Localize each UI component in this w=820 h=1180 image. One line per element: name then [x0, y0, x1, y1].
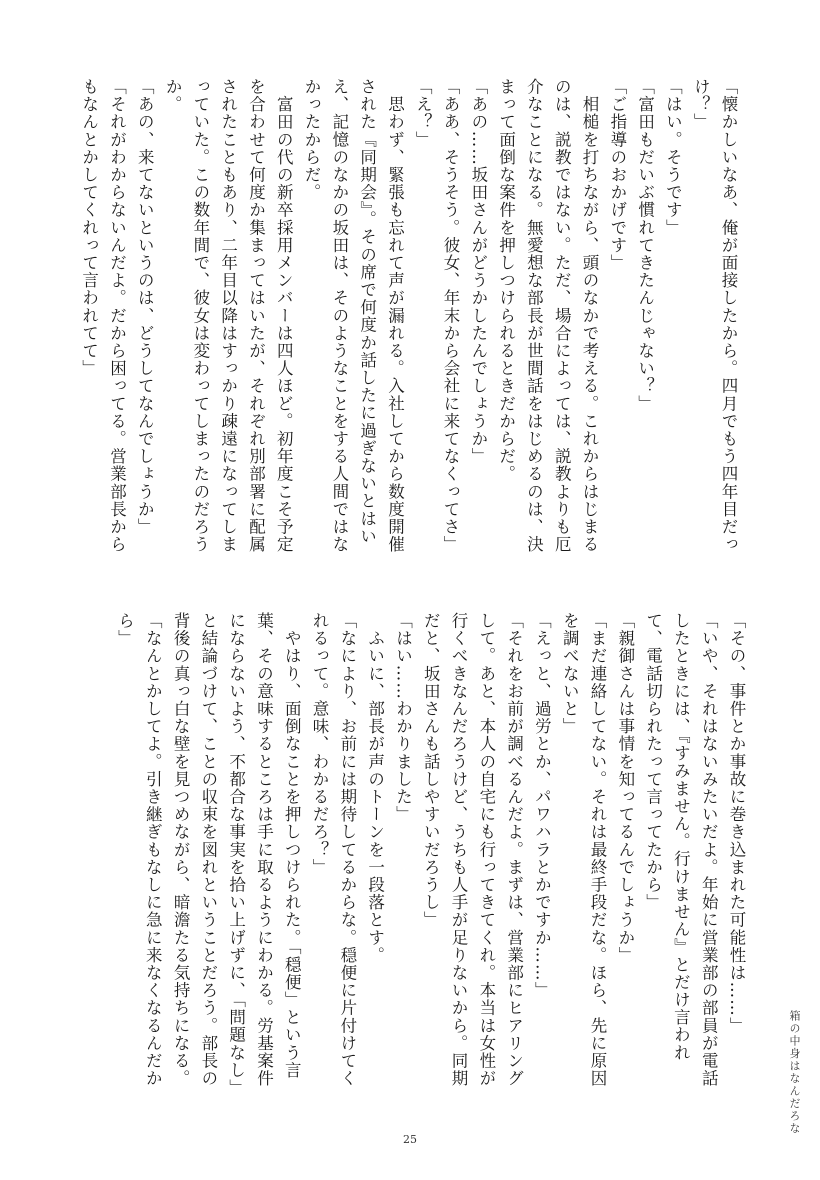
text-line: 「その、事件とか事故に巻き込まれた可能性は……」 — [727, 612, 746, 1035]
text-line: もなんとかしてくれって言われてて」 — [79, 78, 99, 378]
text-line: え、記憶のなかの坂田は、そのようなことをする人間ではな — [329, 78, 349, 554]
text-line: 葉、その意味するところは手に取るようにわかる。労基案件 — [254, 612, 274, 1088]
text-line: 「あの、来てないというのは、どうしてなんでしょうか」 — [135, 78, 155, 536]
text-line: 「ああ、そうそう。彼女、年末から会社に来てなくってさ」 — [441, 78, 461, 554]
text-line: にならないよう、不都合な事実を拾い上げずに、「問題なし」 — [226, 612, 246, 1097]
text-line: 思わず、緊張も忘れて声が漏れる。入社してから数度開催 — [385, 78, 405, 554]
text-line: 「はい。そうです」 — [663, 78, 683, 237]
text-line: のは、説教ではない。ただ、場合によっては、説教よりも厄 — [552, 78, 572, 554]
text-line: まって面倒な案件を押しつけられるときだからだ。 — [496, 78, 516, 483]
text-line: っていた。この数年間で、彼女は変わってしまったのだろう — [190, 78, 210, 554]
text-line: 「あの……坂田さんがどうかしたんでしょうか」 — [468, 78, 488, 466]
text-line: て、電話切られたって言ってたから」 — [643, 612, 663, 912]
text-line: して。あと、本人の自宅にも行ってきてくれ。本当は女性が — [476, 612, 496, 1088]
text-line: を合わせて何度か集まってはいたが、それぞれ別部署に配属 — [246, 78, 266, 554]
text-line: 「懐かしいなあ、俺が面接したから。四月でもう四年目だっ — [719, 78, 738, 554]
text-line: 富田の代の新卒採用メンバーは四人ほど。初年度こそ予定 — [274, 78, 294, 554]
text-line: か。 — [163, 78, 183, 114]
text-line: された『同期会』。その席で何度か話したに過ぎないとはい — [357, 78, 377, 545]
text-line: 「はい……わかりました」 — [393, 612, 413, 824]
text-line: 「え？」 — [413, 78, 433, 149]
text-line: 「それをお前が調べるんだよ。まずは、営業部にヒアリング — [504, 612, 524, 1088]
text-line: ら」 — [115, 612, 135, 648]
text-line: 「親御さんは事情を知ってるんでしょうか」 — [615, 612, 635, 964]
text-line: 「なんとかしてよ。引き継ぎもなしに急に来なくなるんだか — [143, 612, 163, 1088]
text-line: と結論づけて、ことの収束を図れということだろう。部長の — [198, 612, 218, 1088]
text-line: れるって。意味、わかるだろ？」 — [310, 612, 330, 876]
running-title: 箱の中身はなんだろな — [788, 1010, 801, 1135]
text-line: 「それがわからないんだよ。だから困ってる。営業部長から — [107, 78, 127, 554]
text-line: 「いや、それはないみたいだよ。年始に営業部の部員が電話 — [699, 612, 719, 1088]
text-line: 介なことになる。無愛想な部長が世間話をはじめるのは、決 — [524, 78, 544, 554]
page-number: 25 — [403, 1133, 417, 1146]
bottom-text-block — [111, 612, 750, 1097]
top-text-block — [75, 78, 742, 553]
text-line: かったからだ。 — [302, 78, 322, 202]
text-line: 「えっと、過労とか、パワハラとかですか……」 — [532, 612, 552, 1000]
text-line: したときには、『すみません。行けません』とだけ言われ — [671, 612, 691, 1062]
text-line: を調べないと」 — [560, 612, 580, 736]
text-line: 「なにより、お前には期待してるからな。穏便に片付けてく — [337, 612, 357, 1088]
text-line: 背後の真っ白な壁を見つめながら、暗澹たる気持ちになる。 — [171, 612, 191, 1088]
text-line: 「まだ連絡してない。それは最終手段だな。ほら、先に原因 — [588, 612, 608, 1088]
text-line: 「ご指導のおかげです」 — [607, 78, 627, 272]
text-line: やはり、面倒なことを押しつけられた。「穏便」という言 — [282, 612, 302, 1079]
text-line: ふいに、部長が声のトーンを一段落とす。 — [365, 612, 385, 964]
text-line: されたこともあり、二年目以降はすっかり疎遠になってしま — [218, 78, 238, 554]
text-line: け？」 — [691, 78, 711, 131]
text-line: 相槌を打ちながら、頭のなかで考える。これからはじまる — [580, 78, 600, 554]
text-line: 行くべきなんだろうけど、うちも人手が足りないから。同期 — [449, 612, 469, 1088]
text-line: 「富田もだいぶ慣れてきたんじゃない？」 — [635, 78, 655, 413]
text-line: だと、坂田さんも話しやすいだろうし」 — [421, 612, 441, 929]
